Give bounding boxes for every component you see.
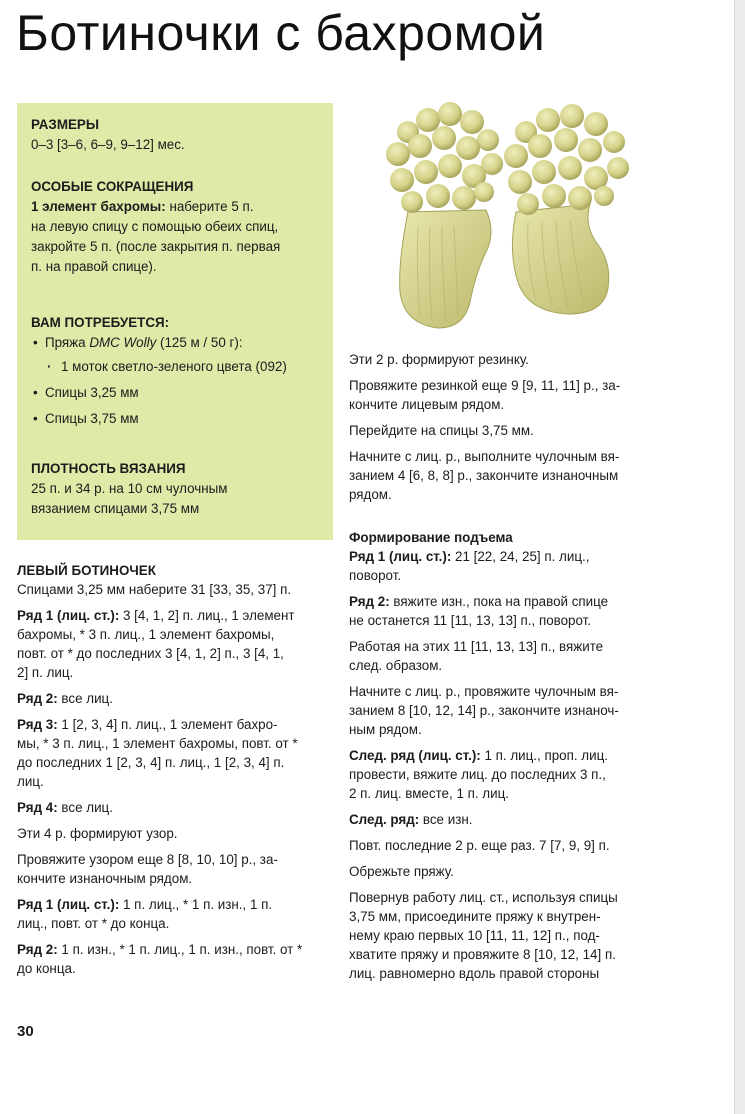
row-3 [17,715,335,791]
abbrev-line-1-text: наберите 5 п. [169,199,254,214]
rib-continue [349,376,671,414]
row-4 [17,798,335,817]
row-1-line-4: 2] п. лиц. [17,665,74,680]
right-fringe [504,104,629,215]
row-1-line-2: бахромы, * 3 п. лиц., 1 элемент бахромы, [17,627,275,642]
instep-row-2 [349,592,671,630]
instep-row-2-line-1: вяжите изн., пока на правой спице [389,594,609,609]
materials-item-needles-1: • Спицы 3,25 мм [31,383,319,403]
abbrev-line-2: на левую спицу с помощью обеих спиц, [31,219,279,234]
instep-row-1-label: Ряд 1 (лиц. ст.): [349,549,452,564]
row-2 [17,689,335,708]
row-1 [17,606,335,682]
sizes-text: 0–3 [3–6, 6–9, 9–12] мес. [31,137,185,152]
materials-item-yarn [31,333,319,353]
work-line-2: след. образом. [349,658,443,673]
instep-row-1 [349,547,671,585]
row-4-label: Ряд 4: [17,800,58,815]
row-1-line-1: 3 [4, 1, 2] п. лиц., 1 элемент [119,608,295,623]
next-row-rs [349,746,671,803]
instep-st-line-2: занием 8 [10, 12, 14] р., закончите изнаноч- [349,703,619,718]
instep-row-1-line-2: поворот. [349,568,402,583]
pick-up-line-4: хватите пряжу и провяжите 8 [10, 12, 14] п. [349,947,616,962]
booties-photo [368,92,668,340]
repeat-rows: Повт. последние 2 р. еще раз. 7 [7, 9, 9] п. [349,838,610,853]
row-1-label: Ряд 1 (лиц. ст.): [17,608,120,623]
instep-row-2-label: Ряд 2: [349,594,390,609]
page-edge [734,0,745,1114]
row-3-line-4: лиц. [17,774,44,789]
next-row-rs-line-2: провести, вяжите лиц. до последних 3 п., [349,767,606,782]
stockinette-start [349,447,671,504]
pattern-repeat-line-2: кончите изнаночным рядом. [17,871,193,886]
abbrev-section [31,177,319,277]
gauge-line-1: 25 п. и 34 р. на 10 см чулочным [31,481,228,496]
pick-up-line-5: лиц. равномерно вдоль правой стороны [349,966,600,981]
sizes-heading: РАЗМЕРЫ [31,117,99,132]
rib-row-1-line-2: лиц., повт. от * до конца. [17,916,170,931]
materials-section [31,313,319,429]
pattern-note: Эти 4 р. формируют узор. [17,826,178,841]
abbrev-line-4: п. на правой спице). [31,259,157,274]
pick-up-line-2: 3,75 мм, присоедините пряжу к внутрен- [349,909,601,924]
instep-stockinette [349,682,671,739]
yarn-post: (125 м / 50 г): [156,335,243,350]
next-row [349,810,671,829]
instep-heading: Формирование подъема [349,530,513,545]
instep-row-2-line-2: не останется 11 [11, 13, 13] п., поворот. [349,613,592,628]
sizes-section [31,115,319,155]
right-bootie [512,204,608,314]
next-row-rs-label: След. ряд (лиц. ст.): [349,748,481,763]
next-row-text: все изн. [419,812,473,827]
row-3-line-2: мы, * 3 п. лиц., 1 элемент бахромы, повт. от * [17,736,298,751]
row-2-label: Ряд 2: [17,691,58,706]
gauge-line-2: вязанием спицами 3,75 мм [31,501,200,516]
materials-item-needles-2: • Спицы 3,75 мм [31,409,319,429]
pick-up-line-1: Повернув работу лиц. ст., используя спицы [349,890,618,905]
row-3-label: Ряд 3: [17,717,58,732]
materials-list [31,333,319,429]
materials-item-skein: · 1 моток светло-зеленого цвета (092) [31,357,319,377]
rib-row-2-line-2: до конца. [17,961,76,976]
switch-needles: Перейдите на спицы 3,75 мм. [349,423,534,438]
rib-row-1 [17,895,335,933]
gauge-heading: ПЛОТНОСТЬ ВЯЗАНИЯ [31,461,186,476]
instep-row-1-line-1: 21 [22, 24, 25] п. лиц., [451,549,590,564]
rib-row-2-line-1: 1 п. изн., * 1 п. лиц., 1 п. изн., повт. от * [57,942,303,957]
rib-row-2 [17,940,335,978]
materials-heading: ВАМ ПОТРЕБУЕТСЯ: [31,315,170,330]
stockinette-line-3: рядом. [349,487,392,502]
stockinette-line-2: занием 4 [6, 8, 8] р., закончите изнаночным [349,468,619,483]
pattern-repeat-line-1: Провяжите узором еще 8 [8, 10, 10] р., за- [17,852,278,867]
right-column-instructions [349,350,671,990]
work-on-stitches [349,637,671,675]
row-3-line-1: 1 [2, 3, 4] п. лиц., 1 элемент бахро- [57,717,278,732]
row-4-text: все лиц. [57,800,113,815]
left-bootie-heading: ЛЕВЫЙ БОТИНОЧЕК [17,563,156,578]
left-fringe [386,102,503,213]
rib-row-1-line-1: 1 п. лиц., * 1 п. изн., 1 п. [119,897,273,912]
pick-up-stitches [349,888,671,983]
abbrev-heading: ОСОБЫЕ СОКРАЩЕНИЯ [31,179,194,194]
gauge-section [31,459,319,519]
info-panel [17,103,333,540]
rib-row-2-label: Ряд 2: [17,942,58,957]
left-bootie-instructions [17,561,335,985]
rib-continue-line-2: кончите лицевым рядом. [349,397,505,412]
row-1-line-3: повт. от * до последних 3 [4, 1, 2] п., 3 [4, 1, [17,646,284,661]
instep-st-line-3: ным рядом. [349,722,422,737]
rib-continue-line-1: Провяжите резинкой еще 9 [9, 11, 11] р., за- [349,378,621,393]
abbrev-line-1 [31,197,319,217]
abbrev-line-3: закройте 5 п. (после закрытия п. первая [31,239,281,254]
row-3-line-3: до последних 1 [2, 3, 4] п. лиц., 1 [2, 3, 4] п. [17,755,285,770]
page-number: 30 [17,1023,34,1040]
yarn-brand: DMC Wolly [89,335,157,350]
pattern-repeat [17,850,335,888]
pick-up-line-3: нему краю первых 10 [11, 11, 12] п., под- [349,928,600,943]
rib-row-1-label: Ряд 1 (лиц. ст.): [17,897,120,912]
cast-on: Спицами 3,25 мм наберите 31 [33, 35, 37] п. [17,582,292,597]
yarn-pre: Пряжа [45,335,90,350]
stockinette-line-1: Начните с лиц. р., выполните чулочным вя- [349,449,620,464]
next-row-rs-line-1: 1 п. лиц., проп. лиц. [480,748,608,763]
next-row-label: След. ряд: [349,812,420,827]
instep-st-line-1: Начните с лиц. р., провяжите чулочным вя- [349,684,619,699]
row-2-text: все лиц. [57,691,113,706]
next-row-rs-line-3: 2 п. лиц. вместе, 1 п. лиц. [349,786,509,801]
abbrev-term: 1 элемент бахромы: [31,199,166,214]
work-line-1: Работая на этих 11 [11, 13, 13] п., вяжите [349,639,604,654]
rib-note: Эти 2 р. формируют резинку. [349,352,529,367]
page-title: Ботиночки с бахромой [16,5,546,61]
cut-yarn: Обрежьте пряжу. [349,864,454,879]
